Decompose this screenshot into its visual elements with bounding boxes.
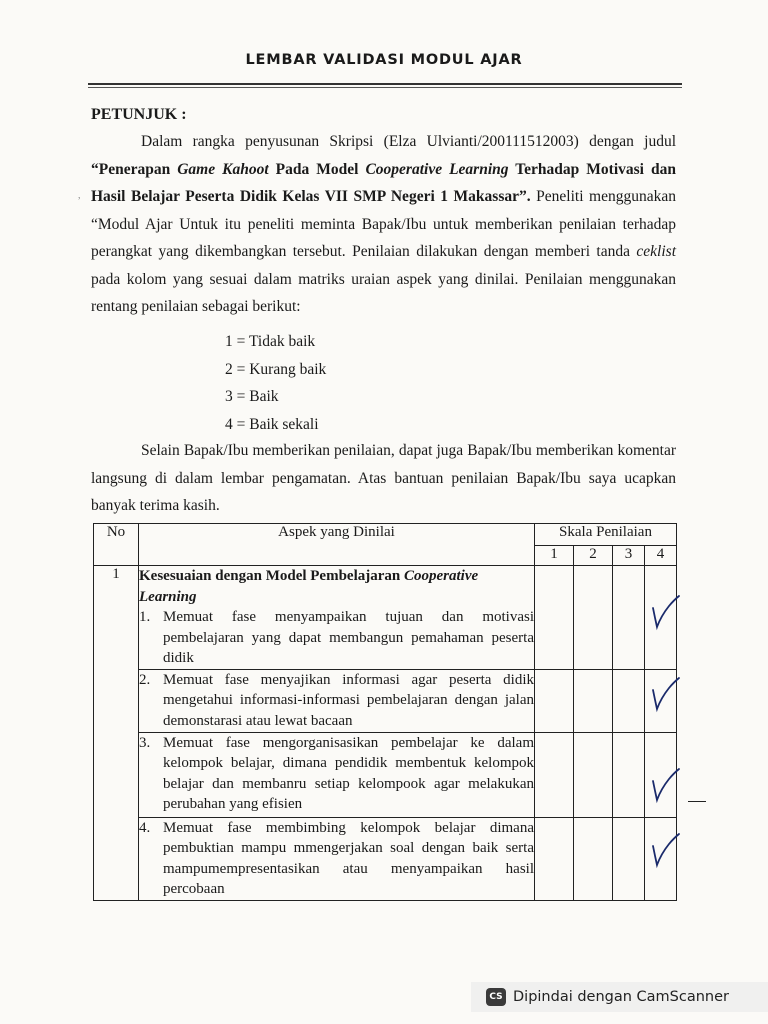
aspect-item-number: 4. <box>139 819 151 836</box>
title-rule <box>88 83 682 85</box>
intro-run: “Penerapan <box>91 160 178 178</box>
intro-run: Terhadap Motivasi dan Hasil Belajar Peserta Didik Kelas VII SMP Negeri 1 Makassar”. <box>91 160 676 205</box>
score-cell-1[interactable] <box>535 669 574 732</box>
table-row <box>94 566 677 670</box>
aspect-item <box>139 607 534 669</box>
table-row <box>94 817 677 900</box>
table-row <box>94 669 677 732</box>
scale-item: 4 = Baik sekali <box>225 415 319 433</box>
aspect-cell <box>139 732 535 817</box>
camscanner-watermark <box>471 982 768 1012</box>
scale-col-2: 2 <box>574 546 613 566</box>
scale-item: 2 = Kurang baik <box>225 360 327 378</box>
rating-scale-list <box>225 328 326 438</box>
intro-run: Cooperative Learning <box>365 160 509 178</box>
score-cell-3[interactable] <box>613 817 645 900</box>
intro-run: Game Kahoot <box>177 160 269 178</box>
aspect-item-number: 2. <box>139 671 151 688</box>
aspect-item-text: Memuat fase mengorganisasikan pembelajar ke dalam kelompok belajar, dimana pendidik membentuk kelompok belajar dan membanru setiap kelompook agar melakukan perubahan yang efisien <box>163 734 534 812</box>
score-cell-4[interactable] <box>645 566 677 670</box>
group-title-italic: Cooperative Learning <box>139 568 479 605</box>
watermark-text: Dipindai dengan CamScanner <box>513 989 730 1005</box>
aspect-item-text: Memuat fase membimbing kelompok belajar dimana pembuktian mampu mmengerjakan soal dengan baik serta mampumempresentasikan atau menyampaikan hasil percobaan <box>163 819 534 897</box>
checkmark-icon <box>647 767 681 807</box>
checkmark-icon <box>647 594 681 634</box>
score-cell-2[interactable] <box>574 669 613 732</box>
aspect-item-number: 1. <box>139 609 151 625</box>
petunjuk-heading: PETUNJUK : <box>91 106 187 123</box>
aspect-group-title <box>139 566 534 607</box>
intro-run: Dalam rangka penyusunan Skripsi (Elza Ulvianti/200111512003) dengan judul <box>141 133 676 150</box>
aspect-cell <box>139 817 535 900</box>
checkmark-icon <box>647 676 681 716</box>
col-header-skala: Skala Penilaian <box>535 524 677 546</box>
aspect-cell <box>139 669 535 732</box>
scale-col-3: 3 <box>613 546 645 566</box>
score-cell-4[interactable] <box>645 669 677 732</box>
aspect-item <box>139 733 534 815</box>
title-rule-thin <box>88 87 682 88</box>
closing-paragraph <box>91 437 676 520</box>
camscanner-icon: CS <box>486 988 506 1006</box>
closing-paragraph-text: Selain Bapak/Ibu memberikan penilaian, dapat juga Bapak/Ibu memberikan komentar langsung di dalam lembar pengamatan. Atas bantuan penilaian Bapak/Ibu saya ucapkan banyak terima kasih. <box>91 442 676 514</box>
scale-col-4: 4 <box>645 546 677 566</box>
intro-paragraph-text <box>91 133 676 315</box>
checkmark-icon <box>647 832 681 872</box>
aspect-item-number: 3. <box>139 734 151 751</box>
score-cell-1[interactable] <box>535 732 574 817</box>
intro-paragraph <box>91 128 676 321</box>
validation-table <box>93 523 677 901</box>
score-cell-4[interactable] <box>645 817 677 900</box>
row-number: 1 <box>94 566 139 901</box>
aspect-item <box>139 670 534 732</box>
score-cell-2[interactable] <box>574 566 613 670</box>
intro-run: pada kolom yang sesuai dalam matriks uraian aspek yang dinilai. Penilaian menggunakan rentang penilaian sebagai berikut: <box>91 270 676 315</box>
intro-run: Peneliti menggunakan “Modul Ajar Untuk itu peneliti meminta Bapak/Ibu untuk memberikan penilaian terhadap perangkat yang dikembangkan tersebut. Penilaian dilakukan dengan memberi tanda <box>91 188 676 260</box>
document-title: LEMBAR VALIDASI MODUL AJAR <box>245 52 523 68</box>
col-header-no: No <box>94 524 139 566</box>
col-header-aspek: Aspek yang Dinilai <box>139 524 535 566</box>
scale-item: 3 = Baik <box>225 388 279 405</box>
score-cell-1[interactable] <box>535 566 574 670</box>
stray-mark: , <box>78 190 81 201</box>
aspect-item <box>139 818 534 900</box>
score-cell-3[interactable] <box>613 669 645 732</box>
group-title-text: Kesesuaian dengan Model Pembelajaran <box>139 568 404 584</box>
pen-stroke <box>688 801 706 802</box>
scale-item: 1 = Tidak baik <box>225 333 316 350</box>
score-cell-3[interactable] <box>613 566 645 670</box>
score-cell-4[interactable] <box>645 732 677 817</box>
intro-run: ceklist <box>636 243 676 260</box>
table-row <box>94 732 677 817</box>
score-cell-1[interactable] <box>535 817 574 900</box>
score-cell-3[interactable] <box>613 732 645 817</box>
scale-col-1: 1 <box>535 546 574 566</box>
score-cell-2[interactable] <box>574 817 613 900</box>
aspect-item-text: Memuat fase menyampaikan tujuan dan motivasi pembelajaran yang dapat membangun pemahaman peserta didik <box>163 609 534 666</box>
aspect-cell <box>139 566 535 670</box>
aspect-item-text: Memuat fase menyajikan informasi agar peserta didik mengetahui informasi-informasi pembelajaran dengan jalan demonstarasi atau lewat bacaan <box>163 671 534 729</box>
intro-run: Pada Model <box>268 160 366 178</box>
score-cell-2[interactable] <box>574 732 613 817</box>
